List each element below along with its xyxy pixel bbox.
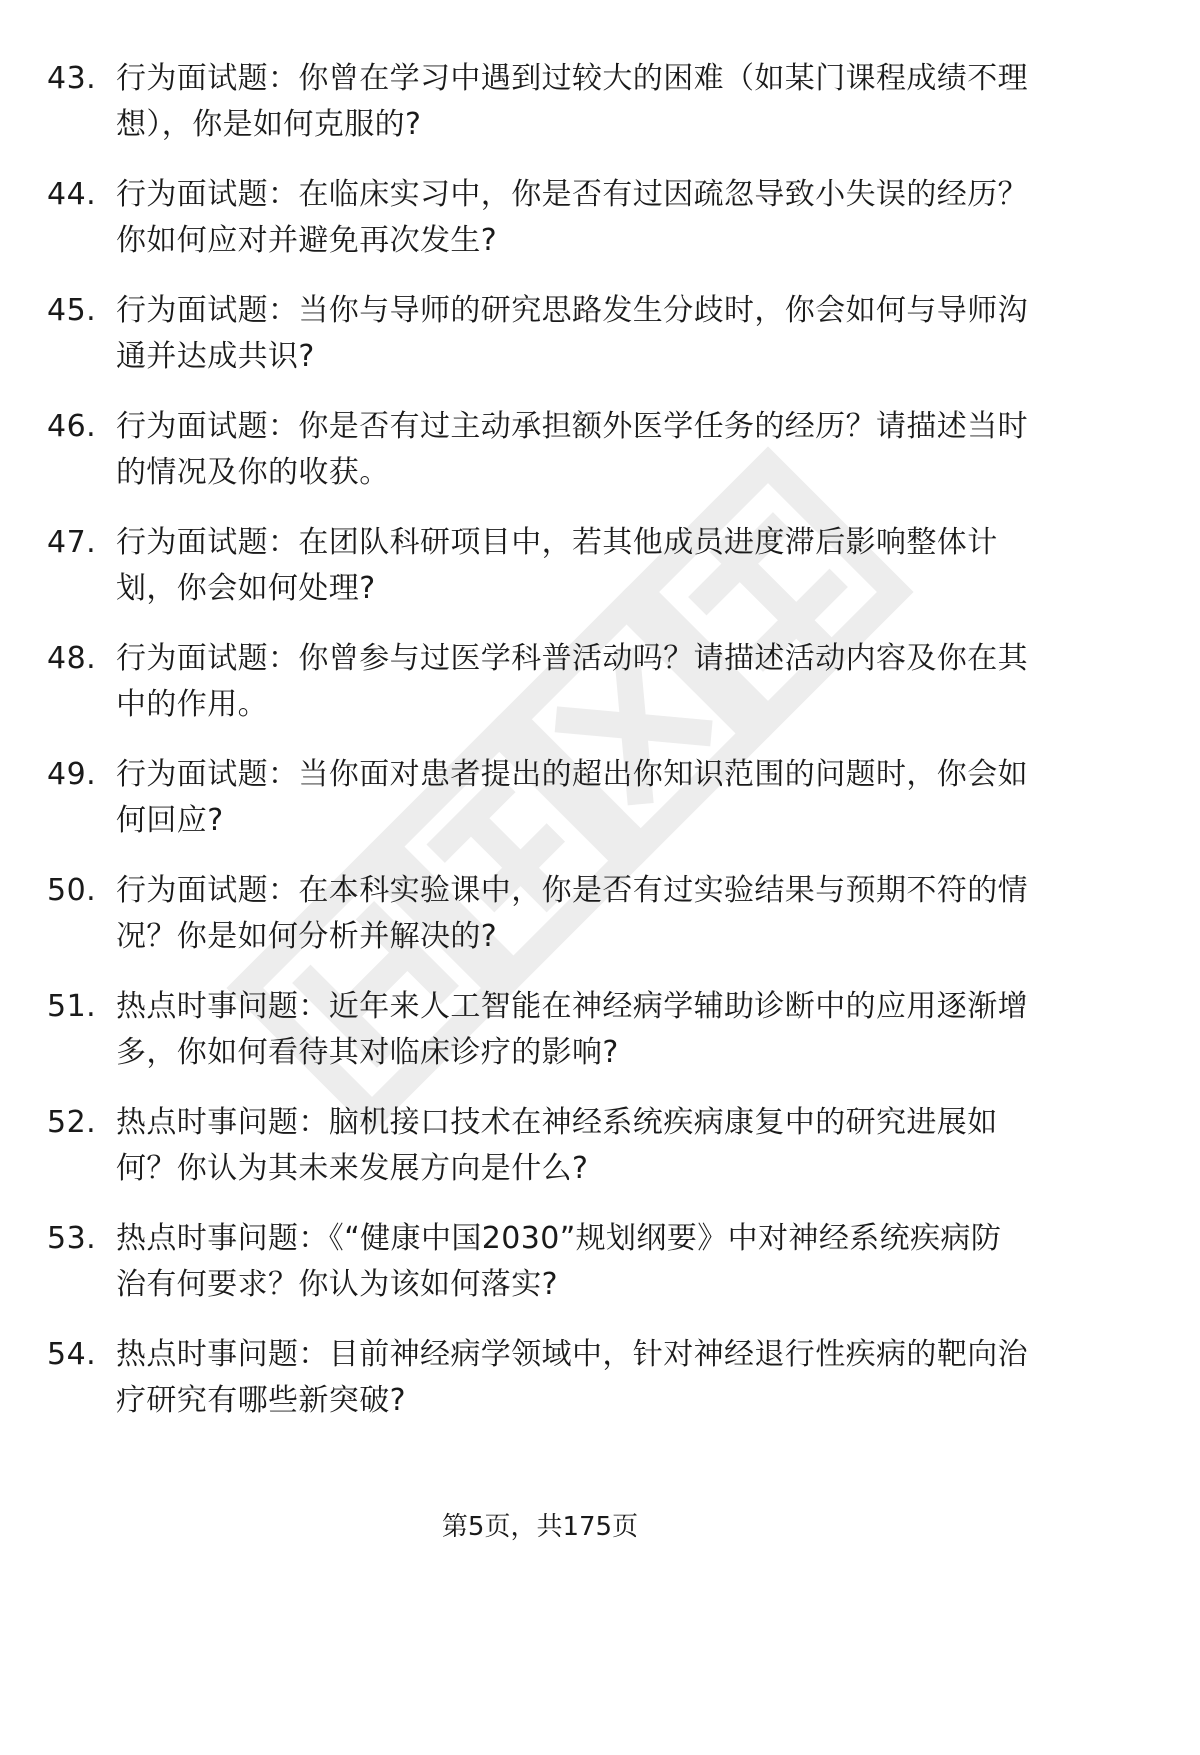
question-text: 行为面试题：当你与导师的研究思路发生分歧时，你会如何与导师沟通并达成共识?: [116, 293, 1028, 374]
list-item: [0, 636, 1080, 736]
question-text: 行为面试题：在本科实验课中，你是否有过实验结果与预期不符的情况？你是如何分析并解决的?: [116, 873, 1028, 954]
question-text: 热点时事问题：近年来人工智能在神经病学辅助诊断中的应用逐渐增多，你如何看待其对临床诊疗的影响?: [116, 989, 1028, 1070]
list-item: [0, 1216, 1080, 1316]
question-number: 52.: [47, 1105, 97, 1140]
question-text: 行为面试题：当你面对患者提出的超出你知识范围的问题时，你会如何回应?: [116, 757, 1028, 838]
question-text: 行为面试题：你曾参与过医学科普活动吗？请描述活动内容及你在其中的作用。: [116, 641, 1028, 722]
question-text: 行为面试题：在团队科研项目中，若其他成员进度滞后影响整体计划，你会如何处理?: [116, 525, 998, 606]
list-item: [0, 1100, 1080, 1200]
question-text: 热点时事问题：《“健康中国2030”规划纲要》中对神经系统疾病防治有何要求？你认为该如何落实?: [116, 1221, 1002, 1302]
question-number: 43.: [47, 61, 97, 96]
list-item: [0, 172, 1080, 272]
question-text: 热点时事问题：目前神经病学领域中，针对神经退行性疾病的靶向治疗研究有哪些新突破?: [116, 1337, 1028, 1418]
list-item: [0, 520, 1080, 620]
question-number: 51.: [47, 989, 97, 1024]
list-item: [0, 1332, 1080, 1432]
question-number: 48.: [47, 641, 97, 676]
list-item: [0, 404, 1080, 504]
question-number: 45.: [47, 293, 97, 328]
question-text: 行为面试题：在临床实习中，你是否有过因疏忽导致小失误的经历？你如何应对并避免再次发生?: [116, 177, 1028, 258]
question-text: 热点时事问题：脑机接口技术在神经系统疾病康复中的研究进展如何？你认为其未来发展方向是什么?: [116, 1105, 998, 1186]
question-number: 53.: [47, 1221, 97, 1256]
list-item: [0, 56, 1080, 156]
question-number: 50.: [47, 873, 97, 908]
question-text: 行为面试题：你曾在学习中遇到过较大的困难（如某门课程成绩不理想），你是如何克服的?: [116, 61, 1028, 142]
list-item: [0, 752, 1080, 852]
question-number: 46.: [47, 409, 97, 444]
list-item: [0, 984, 1080, 1084]
page-footer: [0, 1507, 1080, 1547]
question-number: 44.: [47, 177, 97, 212]
question-text: 行为面试题：你是否有过主动承担额外医学任务的经历？请描述当时的情况及你的收获。: [116, 409, 1028, 490]
list-item: [0, 868, 1080, 968]
page-number: 第5页，共175页: [441, 1512, 639, 1542]
question-number: 49.: [47, 757, 97, 792]
list-item: [0, 288, 1080, 388]
question-number: 47.: [47, 525, 97, 560]
question-number: 54.: [47, 1337, 97, 1372]
